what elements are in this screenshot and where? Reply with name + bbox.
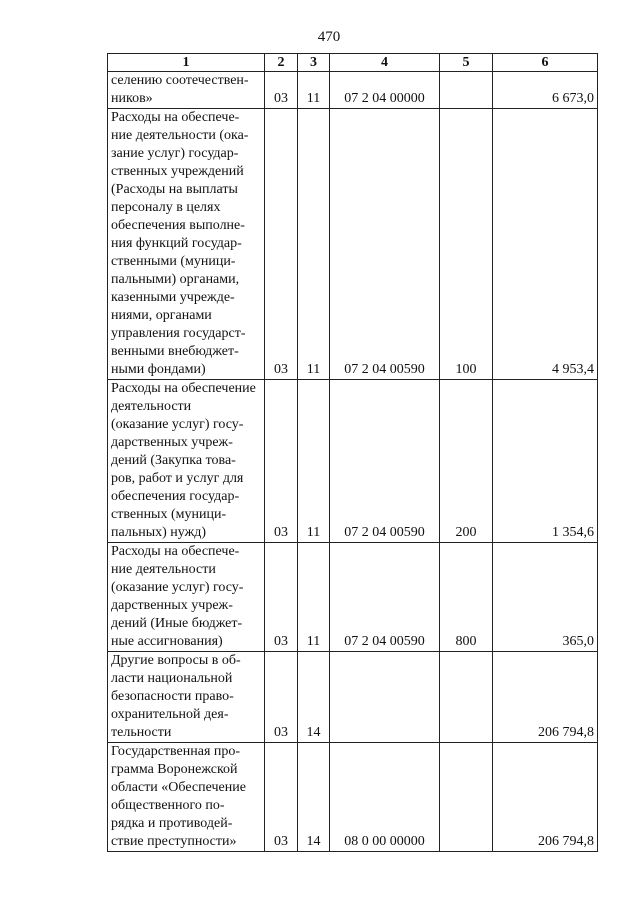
- row-name: Расходы на обеспечение деятельности (оказание услуг) госу- дарственных учреж- дений (Закупка това- ров, работ и услуг для обеспечения государ- ственных (муници- пальных) нужд): [108, 380, 265, 543]
- column-header: 3: [298, 54, 330, 72]
- table-row: [108, 743, 598, 852]
- section-code: 03: [265, 72, 298, 109]
- section-code: 03: [265, 543, 298, 652]
- subsection-code: 11: [298, 543, 330, 652]
- table-row: [108, 109, 598, 380]
- column-header: 5: [440, 54, 493, 72]
- expense-type-code: 800: [440, 543, 493, 652]
- table-row: [108, 380, 598, 543]
- amount-value: 1 354,6: [493, 380, 598, 543]
- page-number: 470: [317, 29, 341, 45]
- row-name: Другие вопросы в об- ласти национальной безопасности право- охранительной дея- тельности: [108, 652, 265, 743]
- budget-table: [107, 53, 598, 852]
- amount-value: 4 953,4: [493, 109, 598, 380]
- target-article-code: 08 0 00 00000: [330, 743, 440, 852]
- column-header: 1: [108, 54, 265, 72]
- section-code: 03: [265, 743, 298, 852]
- header-row: [108, 54, 598, 72]
- target-article-code: 07 2 04 00590: [330, 380, 440, 543]
- amount-value: 6 673,0: [493, 72, 598, 109]
- column-header: 4: [330, 54, 440, 72]
- row-name: Расходы на обеспече- ние деятельности (ока- зание услуг) государ- ственных учреждений (Расходы на выплаты персоналу в целях обеспечения выполне- ния функций государ- ственными (муници- пальными) органами, казенными учрежде- ниями, органами управления государст- венными внебюджет- ными фондами): [108, 109, 265, 380]
- target-article-code: 07 2 04 00590: [330, 109, 440, 380]
- row-name: селению соотечествен- ников»: [108, 72, 265, 109]
- amount-value: 365,0: [493, 543, 598, 652]
- subsection-code: 14: [298, 652, 330, 743]
- table-header: [108, 54, 598, 72]
- expense-type-code: [440, 72, 493, 109]
- subsection-code: 11: [298, 72, 330, 109]
- column-header: 6: [493, 54, 598, 72]
- amount-value: 206 794,8: [493, 743, 598, 852]
- section-code: 03: [265, 109, 298, 380]
- subsection-code: 11: [298, 380, 330, 543]
- table-body: [108, 72, 598, 852]
- amount-value: 206 794,8: [493, 652, 598, 743]
- subsection-code: 11: [298, 109, 330, 380]
- expense-type-code: [440, 652, 493, 743]
- column-header: 2: [265, 54, 298, 72]
- table-row: [108, 72, 598, 109]
- expense-type-code: [440, 743, 493, 852]
- section-code: 03: [265, 380, 298, 543]
- table-row: [108, 543, 598, 652]
- target-article-code: [330, 652, 440, 743]
- table-row: [108, 652, 598, 743]
- row-name: Государственная про- грамма Воронежской области «Обеспечение общественного по- рядка и противодей- ствие преступности»: [108, 743, 265, 852]
- row-name: Расходы на обеспече- ние деятельности (оказание услуг) госу- дарственных учреж- дений (Иные бюджет- ные ассигнования): [108, 543, 265, 652]
- target-article-code: 07 2 04 00590: [330, 543, 440, 652]
- section-code: 03: [265, 652, 298, 743]
- subsection-code: 14: [298, 743, 330, 852]
- expense-type-code: 100: [440, 109, 493, 380]
- target-article-code: 07 2 04 00000: [330, 72, 440, 109]
- expense-type-code: 200: [440, 380, 493, 543]
